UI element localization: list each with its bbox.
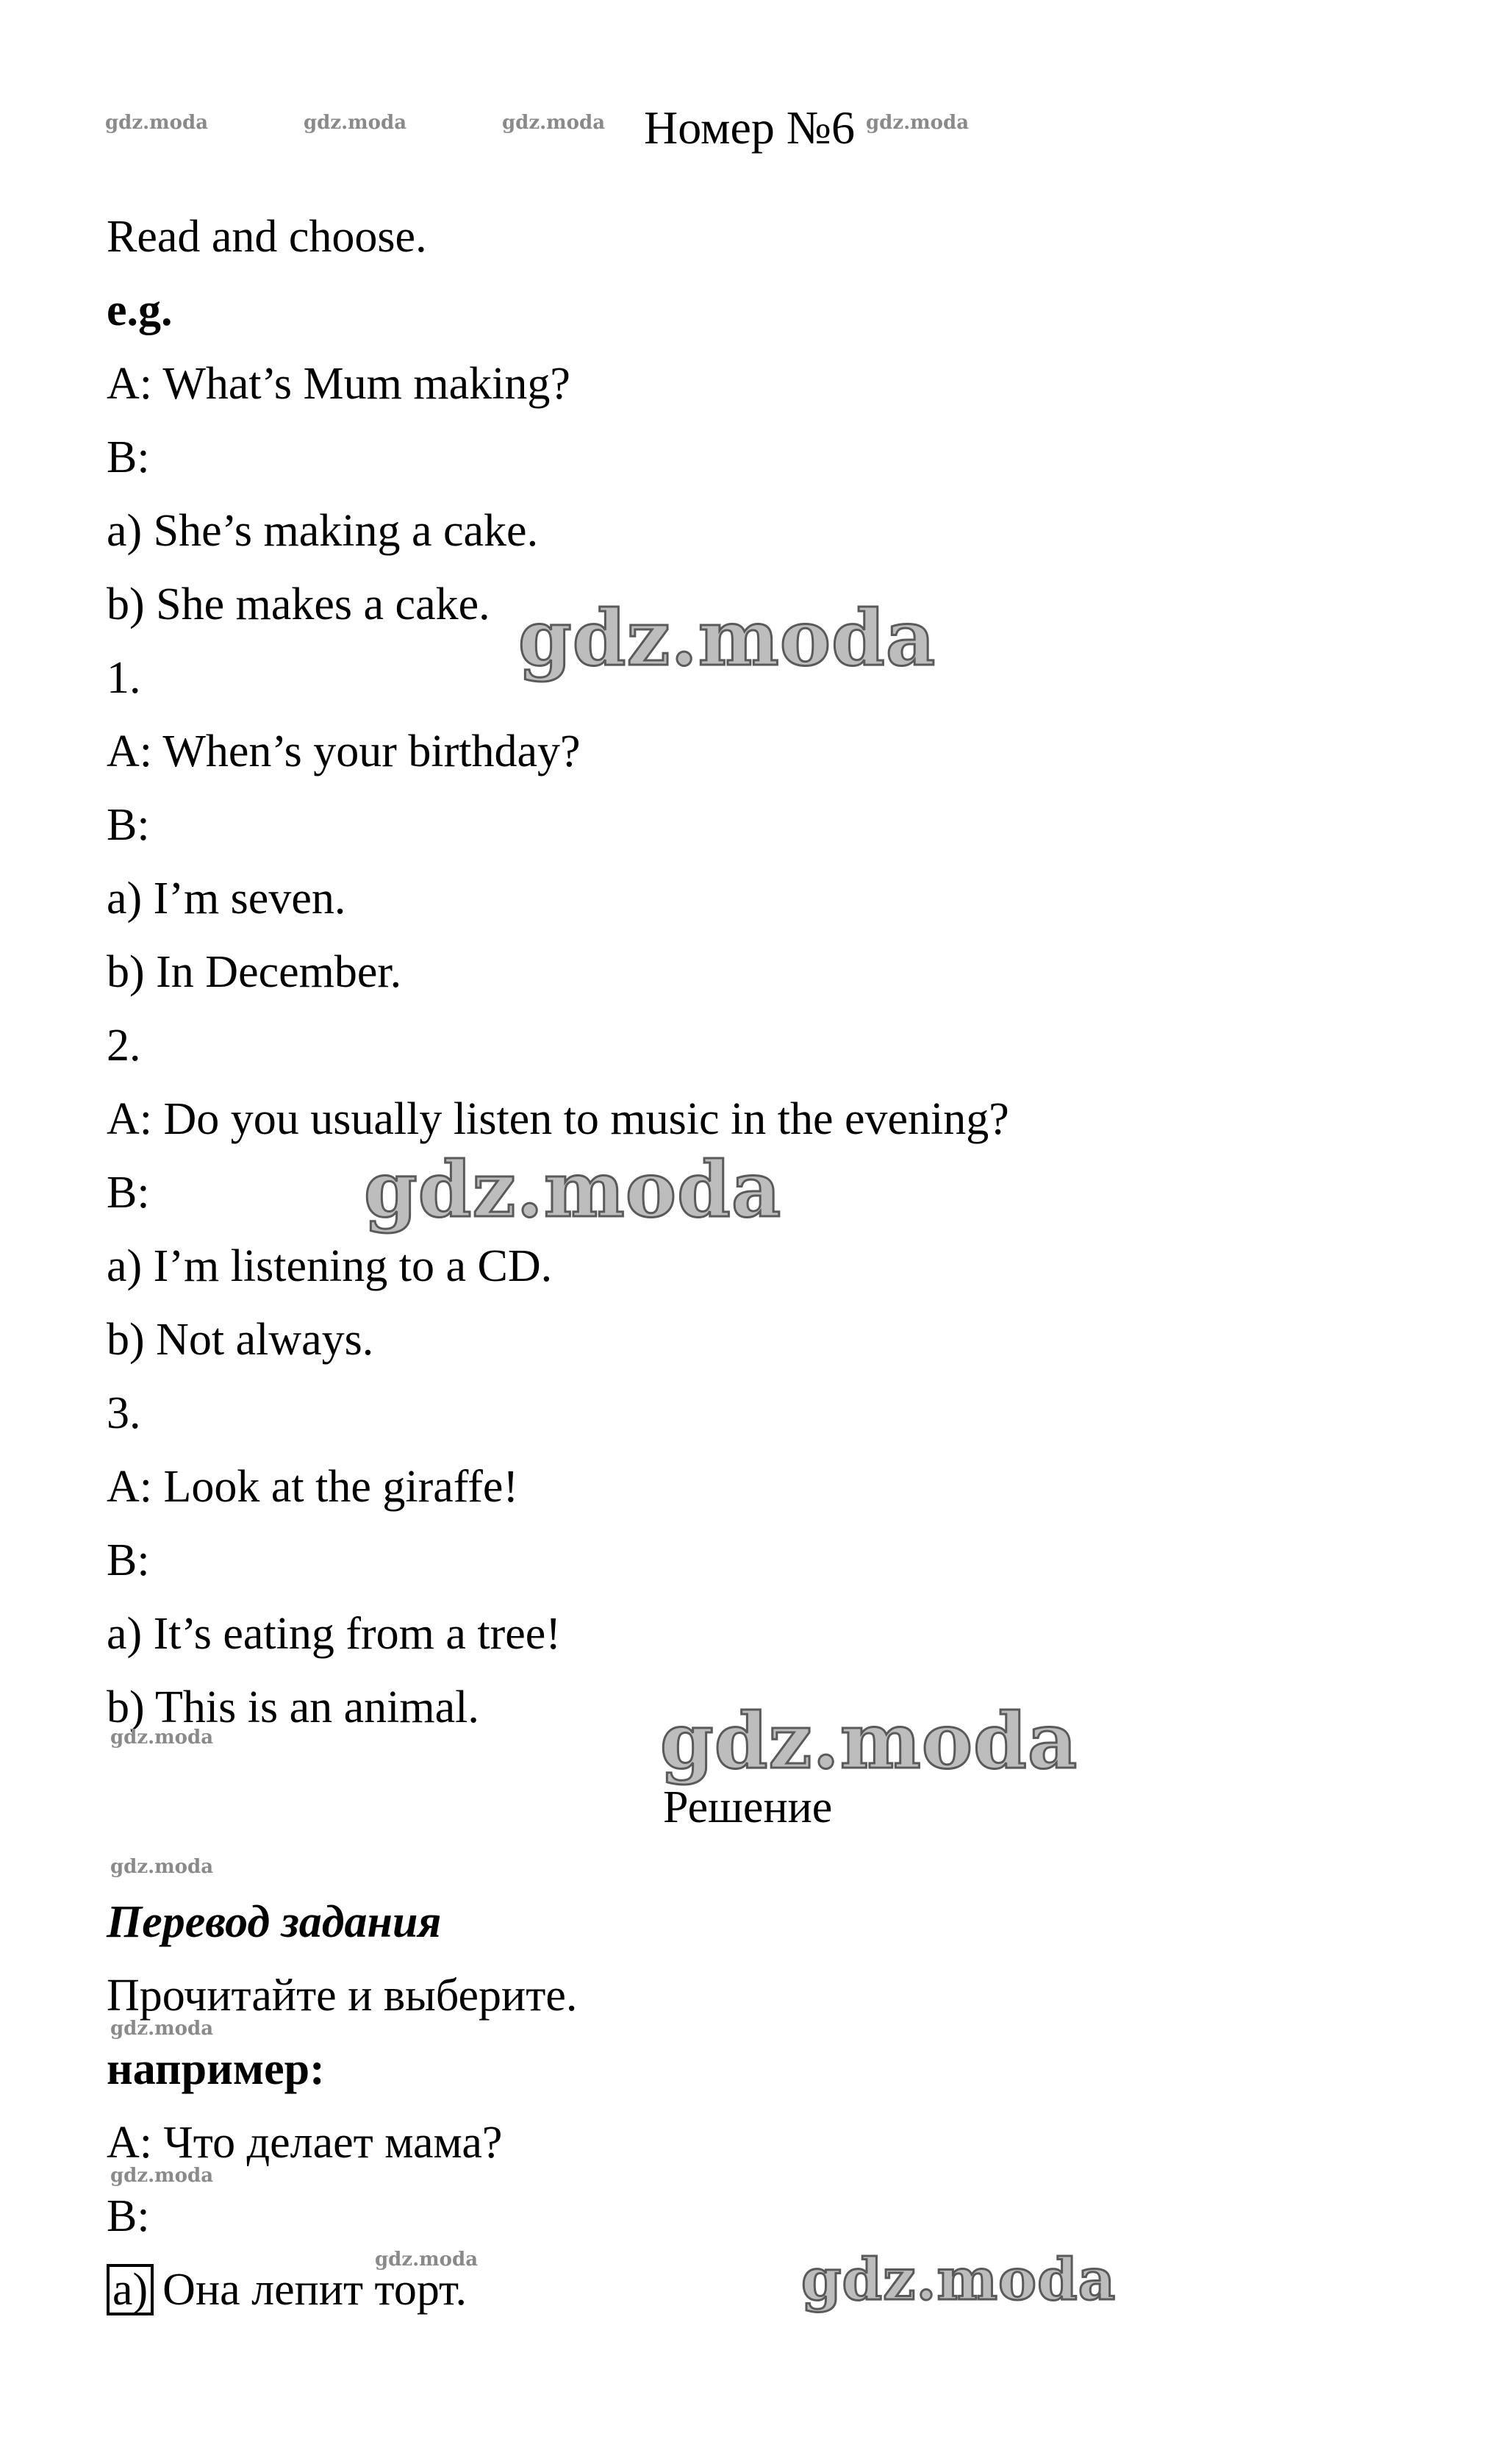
watermark-small: gdz.moda [110,2165,214,2187]
translation-example-label: например: [107,2044,325,2094]
item-number: 1. [107,653,141,703]
example-option-b: b) She makes a cake. [107,579,490,629]
item-option-a: a) I’m listening to a CD. [107,1241,553,1291]
solution-heading: Решение [663,1782,833,1832]
selected-answer-box: а) [107,2264,154,2315]
translation-instruction: Прочитайте и выберите. [107,1971,578,2021]
item-option-a: a) It’s eating from a tree! [107,1609,561,1659]
item-option-b: b) In December. [107,947,402,997]
watermark-small: gdz.moda [304,112,407,134]
item-speaker-b: B: [107,800,150,850]
task-instruction: Read and choose. [107,212,427,262]
watermark-large: gdz.moda [801,2246,1117,2313]
translation-speaker-b: В: [107,2191,150,2241]
example-label: e.g. [107,285,173,335]
item-speaker-b: B: [107,1535,150,1585]
translation-question: А: Что делает мама? [107,2118,503,2168]
translation-heading: Перевод задания [107,1897,442,1947]
item-option-b: b) This is an animal. [107,1682,479,1732]
translation-answer [107,2263,467,2316]
item-option-a: a) I’m seven. [107,874,346,924]
watermark-small: gdz.moda [866,112,970,134]
watermark-large: gdz.moda [518,593,936,683]
watermark-small: gdz.moda [110,1726,214,1749]
watermark-large: gdz.moda [660,1696,1078,1786]
translation-answer-text: Она лепит торт. [162,2265,467,2315]
watermark-small: gdz.moda [110,1856,214,1878]
watermark-small: gdz.moda [110,2018,214,2040]
item-number: 3. [107,1388,141,1438]
watermark-large: gdz.moda [364,1144,782,1235]
item-speaker-b: B: [107,1168,150,1218]
watermark-small: gdz.moda [502,112,606,134]
watermark-small: gdz.moda [375,2249,479,2271]
example-speaker-b: B: [107,432,150,482]
item-number: 2. [107,1021,141,1071]
item-question: A: When’s your birthday? [107,726,581,776]
item-option-b: b) Not always. [107,1315,374,1365]
page-title: Номер №6 [644,101,855,154]
watermark-small: gdz.moda [105,112,209,134]
example-question: A: What’s Mum making? [107,359,570,409]
example-option-a: a) She’s making a cake. [107,506,539,556]
item-question: A: Do you usually listen to music in the evening? [107,1094,1009,1144]
item-question: A: Look at the giraffe! [107,1462,519,1512]
